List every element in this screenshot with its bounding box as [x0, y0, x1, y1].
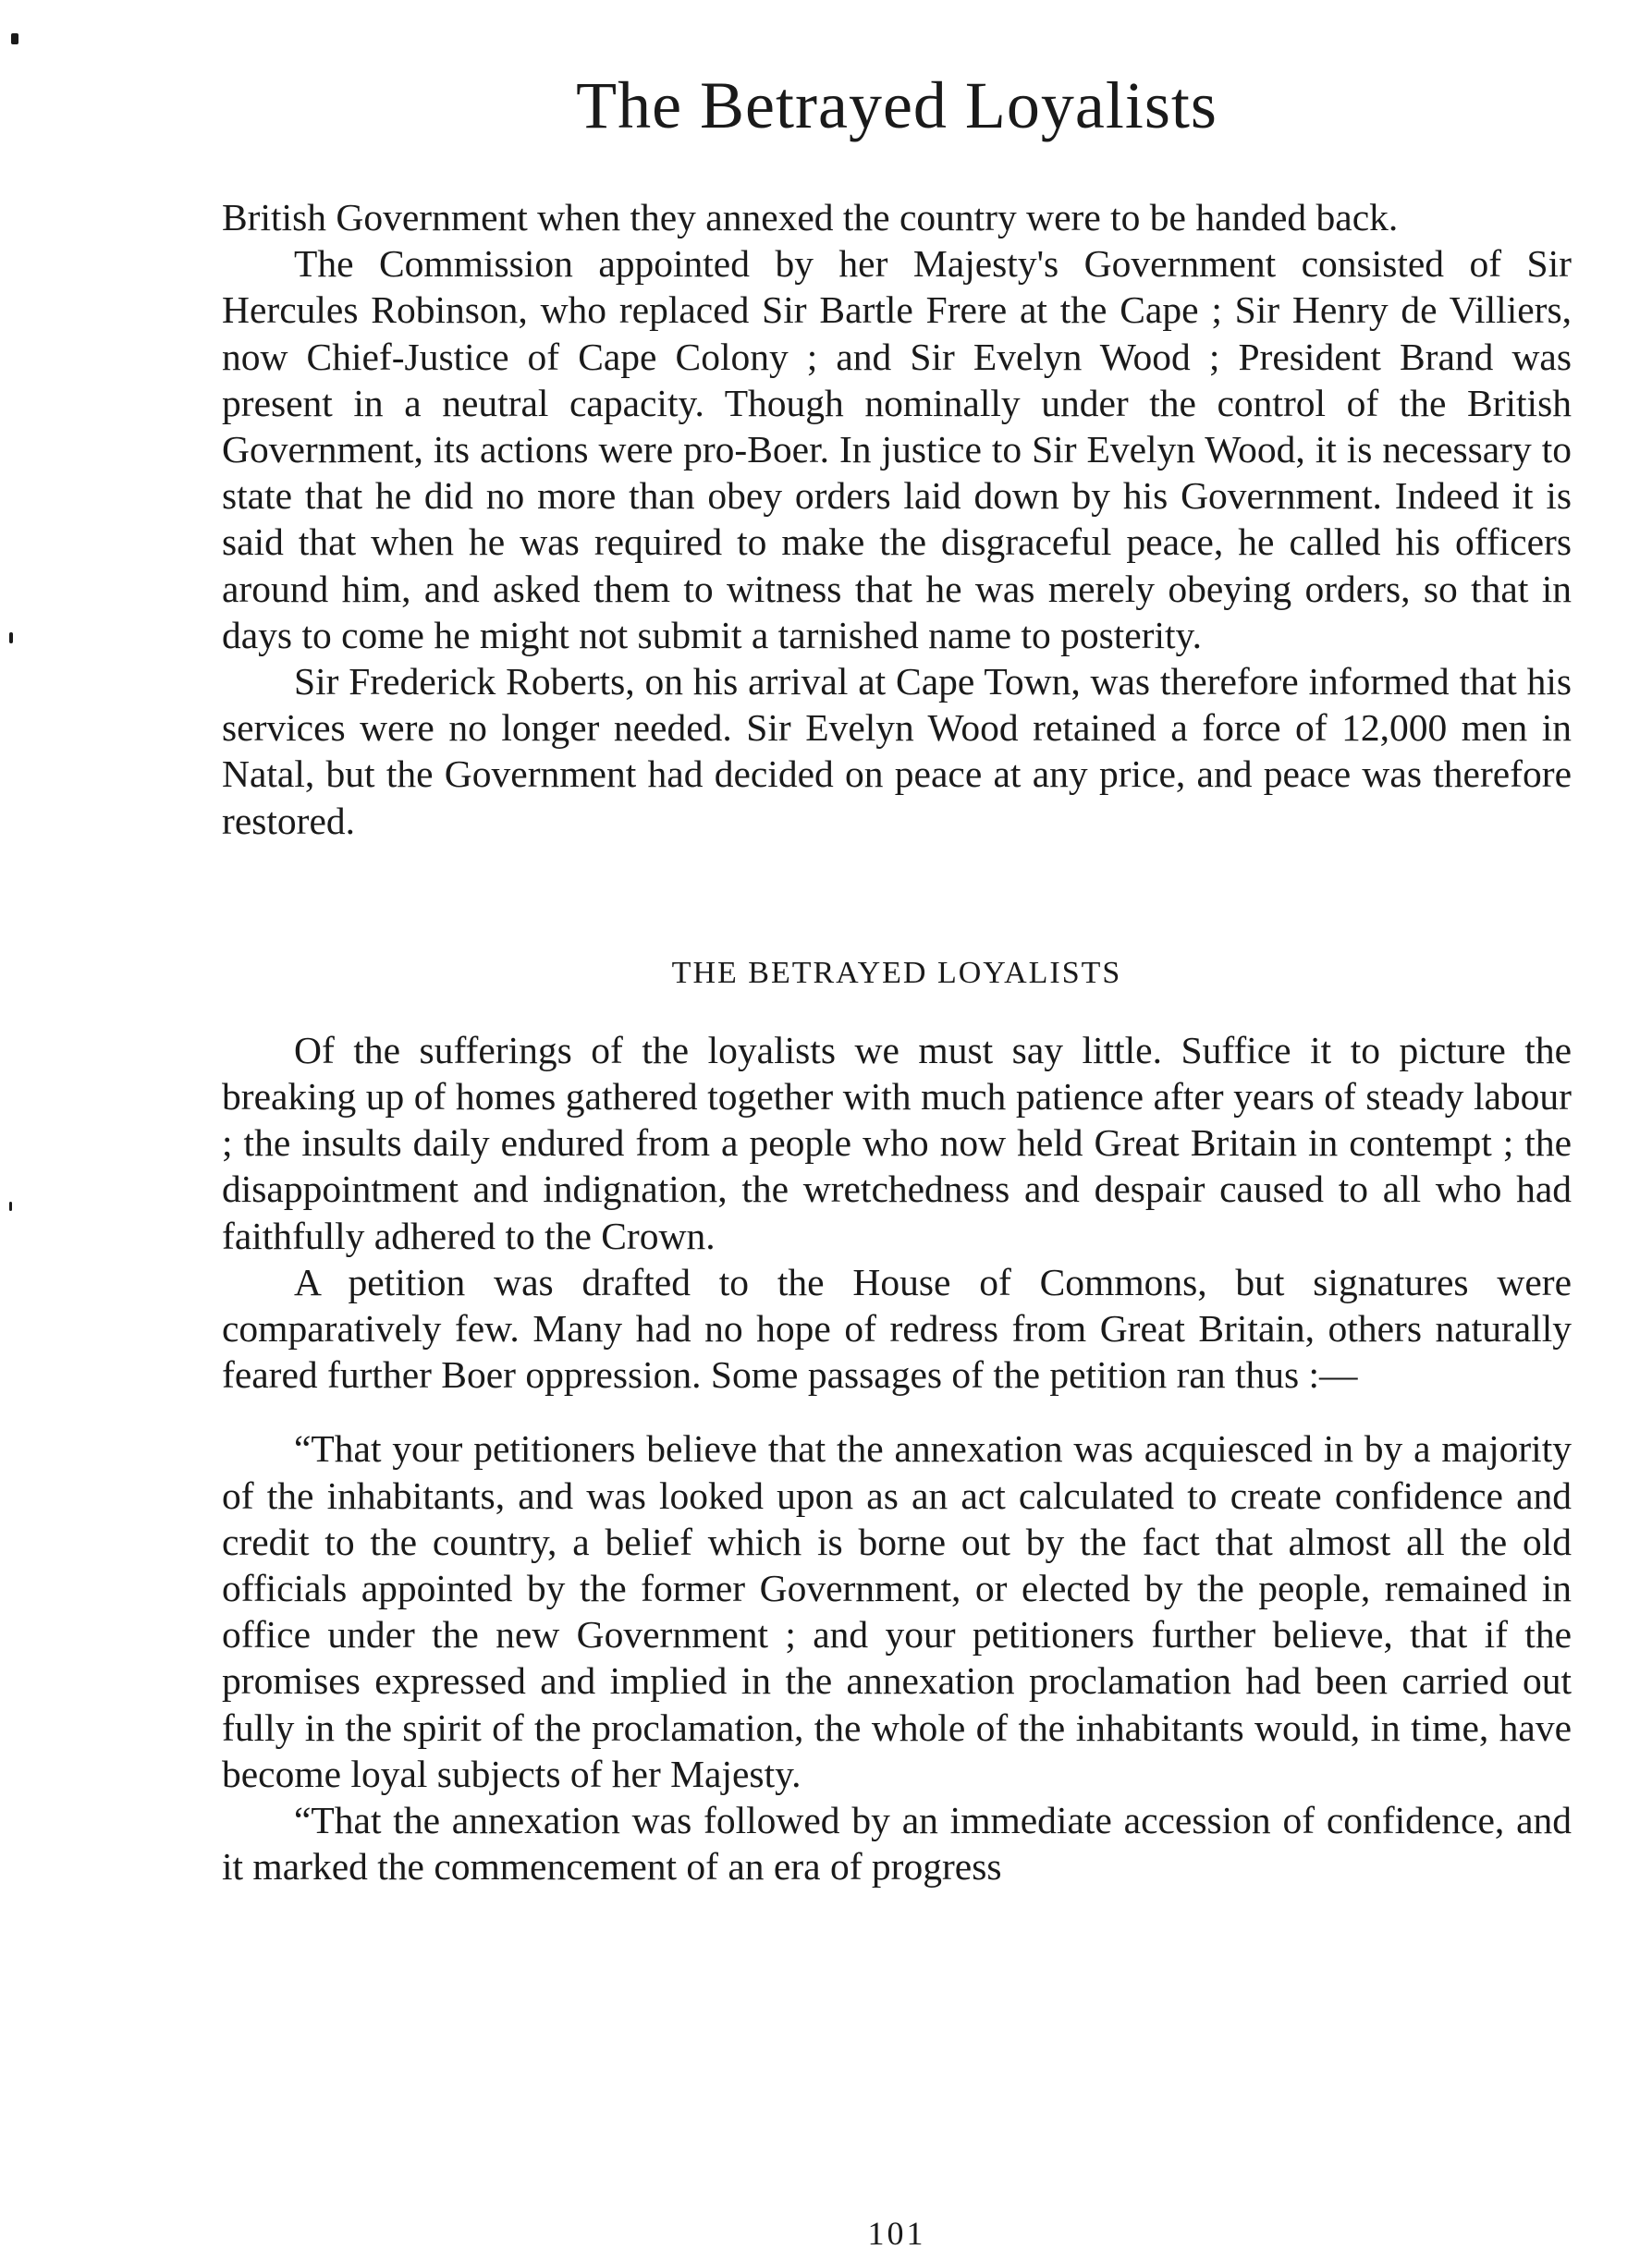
paragraph: The Commission appointed by her Majesty's Government consisted of Sir Hercules Robinson, who replaced Sir Bartle Frere at the Cape ; Sir Henry de Villiers, now Chief-Justice of Cape Colony ; and Sir Evelyn Wood ; President Brand was present in a neutral capacity. Though nominally under the control of the British Government, its actions were pro-Boer. In justice to Sir Evelyn Wood, it is necessary to state that he did no more than obey orders laid down by his Government. Indeed it is said that when he was required to make the disgraceful peace, he called his officers around him, and asked them to witness that he was merely obeying orders, so that in days to come he might not submit a tarnished name to posterity. [222, 242, 1572, 656]
margin-mark [11, 33, 18, 44]
petition-quote: “That the annexation was followed by an immediate accession of confidence, and it marked the commencement of an era of progress [222, 1799, 1572, 1889]
paragraph: Sir Frederick Roberts, on his arrival at Cape Town, was therefore informed that his services were no longer needed. Sir Evelyn Wood retained a force of 12,000 men in Natal, but the Government had decided on peace at any price, and peace was therefore restored. [222, 660, 1572, 842]
section-heading: THE BETRAYED LOYALISTS [671, 955, 1122, 990]
petition-quote-block [222, 1425, 1572, 1889]
paragraph: A petition was drafted to the House of Commons, but signatures were comparatively few. Many had no hope of redress from Great Britain, others naturally feared further Boer oppression. Some passages of the petition ran thus :— [222, 1260, 1572, 1397]
paragraph: Of the sufferings of the loyalists we must say little. Suffice it to picture the breaking up of homes gathered together with much patience after years of steady labour ; the insults daily endured from a people who now held Great Britain in contempt ; the disappointment and indignation, the wretchedness and despair caused to all who had faithfully adhered to the Crown. [222, 1028, 1572, 1257]
body-text [222, 194, 1572, 1890]
running-title: The Betrayed Loyalists [576, 68, 1218, 142]
page-number: 101 [867, 2215, 926, 2252]
margin-mark [9, 632, 13, 643]
margin-mark [9, 1202, 12, 1211]
petition-quote: “That your petitioners believe that the annexation was acquiesced in by a majority of the inhabitants, and was looked upon as an act calculated to create confidence and credit to the country, a belief which is borne out by the fact that almost all the old officials appointed by the former Government, or elected by the people, remained in office under the new Government ; and your petitioners further believe, that if the promises expressed and implied in the annexation proclamation had been carried out fully in the spirit of the proclamation, the whole of the inhabitants would, in time, have become loyal subjects of her Majesty. [222, 1427, 1572, 1795]
paragraph: British Government when they annexed the country were to be handed back. [222, 196, 1399, 238]
